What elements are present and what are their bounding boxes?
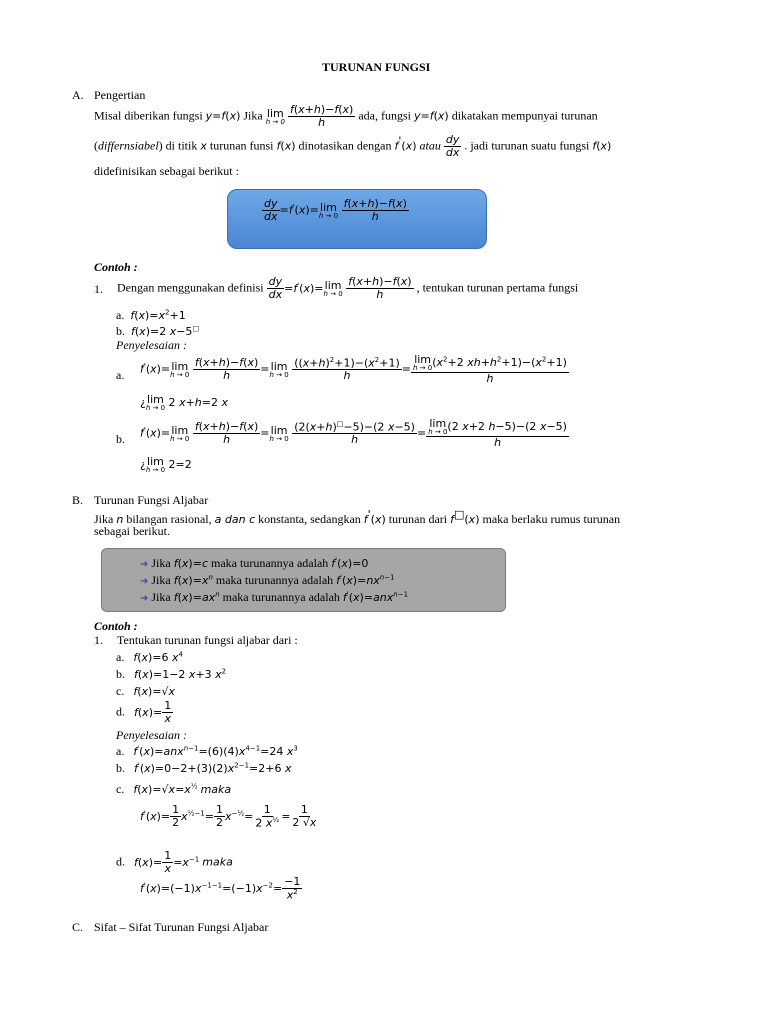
solution-1a-formula: f'(x)= lim h → 0 $\frac{f(x+h)-f(x)}{h}$ = lim h → 0 $\frac{((x+h)^2+1)-(x^2+1)}{h}$ = lim h → 0 ($x^2+2$ $xh+h^2+1)-(x^2+1)$ h bbox=[140, 353, 567, 385]
penyelesaian-label-1: Penyelesaian : bbox=[116, 338, 187, 352]
solution-2b: b. $f'(x)=0-2+(3)(2)x^{2-1}=2+6$ x bbox=[116, 761, 292, 775]
example-1-text: Dengan menggunakan definisi $\frac{dy}{dx}$ =f'(x)= lim h → 0 $\frac{f(x+h)-f(x)}{h}$ , tentukan turunan pertama fungsi bbox=[117, 275, 579, 302]
section-b-heading: Turunan Fungsi Aljabar bbox=[94, 493, 209, 507]
example-2-item-a: a. f(x)=6 $x^4$ bbox=[116, 650, 184, 664]
solution-1a-result: ¿ lim h → 0 2 x+h=2 x bbox=[140, 393, 229, 412]
penyelesaian-label-2: Penyelesaian : bbox=[116, 728, 187, 742]
example-2-item-b: b. f(x)=1−2 x+3 $x^2$ bbox=[116, 667, 227, 681]
example-2-item-c: c. f(x)=√x bbox=[116, 684, 176, 698]
solution-2a: a. $f'(x)=anx^{n-1}=(6)(4)x^{4-1}=24$ $x^3$ bbox=[116, 744, 298, 758]
example-2-number: 1. bbox=[94, 633, 103, 647]
section-b-para-line2: sebagai berikut. bbox=[94, 524, 170, 538]
example-1-item-a: a. $f(x)=x^2+1$ bbox=[116, 308, 186, 322]
contoh-label-1: Contoh : bbox=[94, 260, 138, 274]
rule-3: ➜ Jika $f(x)=ax^n$ maka turunannya adalah f'(x)=anx$^{n-1}$ bbox=[140, 590, 409, 604]
section-a-letter: A. bbox=[72, 88, 84, 102]
solution-2d-line1: d. f(x)= $\frac{1}{x}$ $=x^{-1}$ maka bbox=[116, 849, 233, 876]
section-c-letter: C. bbox=[72, 920, 84, 934]
section-a-para-line1: Misal diberikan fungsi y=f(x) Jika lim h → 0 $\frac{f(x+h)-f(x)}{h}$ ada, fungsi y=f(x) dikatakan mempunyai turunan bbox=[94, 103, 598, 130]
section-b-letter: B. bbox=[72, 493, 84, 507]
example-2-text: Tentukan turunan fungsi aljabar dari : bbox=[117, 633, 298, 647]
solution-1b-result: ¿ lim h → 0 2=2 bbox=[140, 455, 192, 474]
solution-2c-line1: c. $f(x)=√x=x^{\frac{1}{2}}$ maka bbox=[116, 782, 232, 796]
solution-1a-label: a. bbox=[116, 368, 125, 382]
arrow-bullet-icon: ➜ bbox=[140, 593, 149, 604]
contoh-label-2: Contoh : bbox=[94, 619, 138, 633]
section-a-para-line3: didefinisikan sebagai berikut : bbox=[94, 164, 239, 178]
solution-1b-label: b. bbox=[116, 432, 125, 446]
section-c-heading: Sifat – Sifat Turunan Fungsi Aljabar bbox=[94, 920, 269, 934]
solution-1b-formula: f'(x)= lim h → 0 $\frac{f(x+h)-f(x)}{h}$ = lim h → 0 $\frac{(2(x+h)^□-5)-(2 x-5)}{h}$ = lim h → 0 (2 x+2 h−5)−(2 x−5) h bbox=[140, 417, 567, 449]
section-a-para-line2: (differnsiabel) di titik x turunan funsi f(x) dinotasikan dengan f'(x) atau $\frac{dy}{dx}$ . jadi turunan suatu fungsi f(x) bbox=[94, 133, 612, 160]
solution-2c-line2: f'(x)= $\frac{1}{2}$ $x^{\frac{1}{2}-1}=$ $\frac{1}{2}$ $x^{-\frac{1}{2}}=$ $\frac{1}{2 x^{\frac{1}{2}}}$ = $\frac{1}{2 √x}$ bbox=[140, 803, 317, 830]
section-b-para-line1: Jika n bilangan rasional, a dan c konstanta, sedangkan f'(x) turunan dari f□(x) maka berlaku rumus turunan bbox=[94, 508, 621, 526]
rule-1: ➜ Jika f(x)=c maka turunannya adalah f'(x)=0 bbox=[140, 556, 369, 570]
rule-2: ➜ Jika $f(x)=x^n$ maka turunannya adalah $f'(x)=nx^{n-1}$ bbox=[140, 573, 395, 587]
solution-2d-line2: $f'(x)=(-1)x^{-1-1}=(-1)x^{-2}=$ $\frac{-1}{x^2}$ bbox=[140, 875, 301, 902]
section-a-heading: Pengertian bbox=[94, 88, 146, 102]
page-title: TURUNAN FUNGSI bbox=[322, 60, 431, 74]
example-1-item-b: b. f(x)=2 x−5□ bbox=[116, 324, 200, 338]
example-1-number: 1. bbox=[94, 282, 103, 296]
arrow-bullet-icon: ➜ bbox=[140, 559, 149, 570]
arrow-bullet-icon: ➜ bbox=[140, 576, 149, 587]
example-2-item-d: d. f(x)= $\frac{1}{x}$ bbox=[116, 699, 172, 726]
definition-formula: $\frac{dy}{dx}$ =f'(x)= lim h → 0 $\frac{f(x+h)-f(x)}{h}$ bbox=[264, 197, 407, 224]
